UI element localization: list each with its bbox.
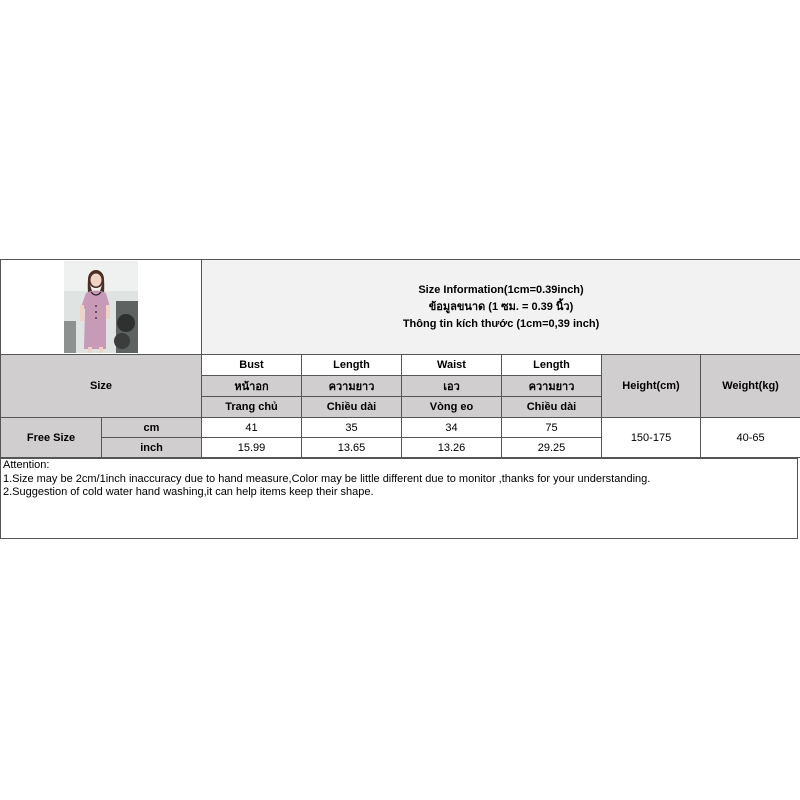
title-vietnamese: Thông tin kích thước (1cm=0,39 inch) <box>402 317 600 330</box>
title-english: Size Information(1cm=0.39inch) <box>418 283 584 296</box>
attention-heading: Attention: <box>3 459 50 471</box>
length2-header-vietnamese: Chiều dài <box>502 397 602 418</box>
bust-header-thai: หน้าอก <box>202 376 302 397</box>
length2-inch-value: 29.25 <box>502 438 602 458</box>
length2-cm-value: 75 <box>502 418 602 438</box>
height-value: 150-175 <box>602 418 701 458</box>
length-header-thai: ความยาว <box>302 376 402 397</box>
bust-cm-value: 41 <box>202 418 302 438</box>
weight-value: 40-65 <box>701 418 800 458</box>
waist-inch-value: 13.26 <box>402 438 502 458</box>
product-photo-cell <box>1 260 202 355</box>
unit-cm: cm <box>102 418 202 438</box>
length2-header: Length <box>502 355 602 376</box>
waist-cm-value: 34 <box>402 418 502 438</box>
waist-header-thai: เอว <box>402 376 502 397</box>
unit-inch: inch <box>102 438 202 458</box>
waist-header-vietnamese: Vòng eo <box>402 397 502 418</box>
attention-note-2: 2.Suggestion of cold water hand washing,it can help items keep their shape. <box>3 486 374 498</box>
length-inch-value: 13.65 <box>302 438 402 458</box>
size-info-title-cell <box>202 260 800 355</box>
attention-notes <box>0 458 798 539</box>
title-thai: ข้อมูลขนาด (1 ซม. = 0.39 นิ้ว) <box>428 300 574 313</box>
model-in-dress-image <box>64 261 138 353</box>
attention-note-1: 1.Size may be 2cm/1inch inaccuracy due to hand measure,Color may be little different due to monitor ,thanks for your understanding. <box>3 472 651 485</box>
bust-inch-value: 15.99 <box>202 438 302 458</box>
height-header: Height(cm) <box>602 355 701 418</box>
free-size-label: Free Size <box>1 418 102 458</box>
length-header: Length <box>302 355 402 376</box>
length2-header-thai: ความยาว <box>502 376 602 397</box>
size-chart <box>0 259 800 541</box>
bust-header: Bust <box>202 355 302 376</box>
weight-header: Weight(kg) <box>701 355 800 418</box>
length-header-vietnamese: Chiều dài <box>302 397 402 418</box>
waist-header: Waist <box>402 355 502 376</box>
bust-header-vietnamese: Trang chủ <box>202 397 302 418</box>
size-table <box>0 259 800 458</box>
length-cm-value: 35 <box>302 418 402 438</box>
product-photo <box>64 261 138 353</box>
size-header: Size <box>1 355 202 418</box>
